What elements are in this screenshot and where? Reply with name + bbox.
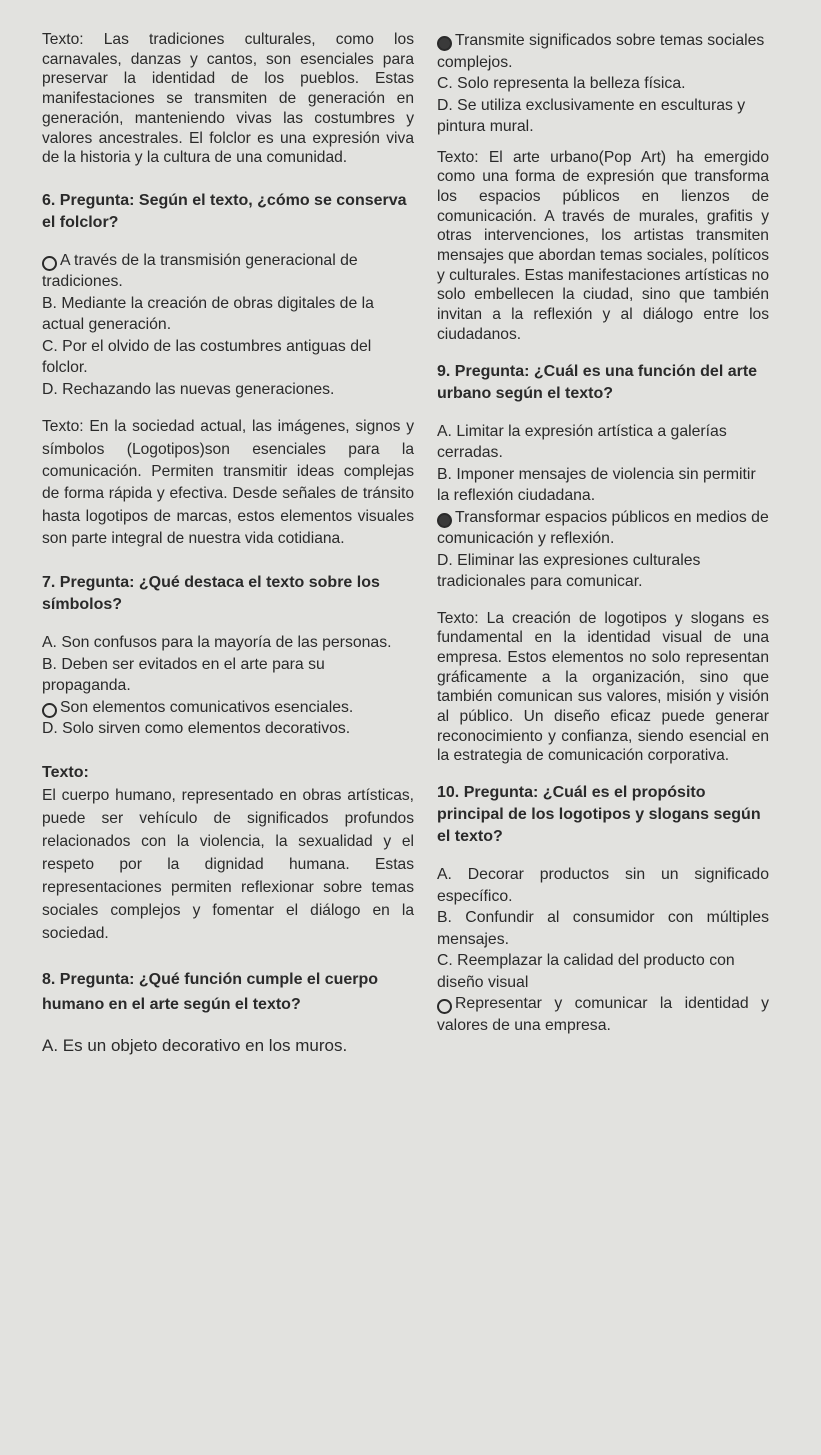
q9-option-b[interactable]: B. Imponer mensajes de violencia sin permitir la reflexión ciudadana.	[437, 465, 756, 505]
q9-option-c[interactable]	[437, 507, 769, 550]
answer-circle-d-icon	[437, 999, 452, 1014]
q6-option-b[interactable]: B. Mediante la creación de obras digitales de la actual generación.	[42, 294, 374, 334]
q10-option-a[interactable]: A. Decorar productos sin un significado específico.	[437, 866, 769, 905]
left-column	[42, 30, 414, 1058]
question-7: 7. Pregunta: ¿Qué destaca el texto sobre los símbolos?	[42, 574, 380, 614]
text-label: Texto:	[42, 763, 89, 781]
q10-option-d-text: Representar y comunicar la identidad y valores de una empresa.	[437, 995, 769, 1034]
q8-option-c[interactable]: C. Solo representa la belleza física.	[437, 75, 686, 92]
q6-option-a[interactable]	[42, 250, 414, 293]
q8-option-b[interactable]	[437, 30, 769, 73]
reading-text-arte-urbano: Texto: El arte urbano(Pop Art) ha emergido como una forma de expresión que transforma los espacios públicos en lienzos de comunicación. A través de murales, grafitis y otras intervenciones, los artistas transmiten mensajes que abordan temas sociales, políticos y culturales. Estas manifestaciones artísticas no solo embellecen la ciudad, sino que también invitan a la reflexión y al diálogo entre los ciudadanos.	[437, 148, 769, 343]
q7-option-c[interactable]	[42, 697, 414, 719]
q6-option-c[interactable]: C. Por el olvido de las costumbres antiguas del folclor.	[42, 337, 372, 377]
q8-option-d[interactable]: D. Se utiliza exclusivamente en esculturas y pintura mural.	[437, 96, 746, 135]
q6-option-d[interactable]: D. Rechazando las nuevas generaciones.	[42, 380, 335, 398]
q9-option-d[interactable]: D. Eliminar las expresiones culturales tradicionales para comunicar.	[437, 551, 701, 591]
reading-text-simbolos: Texto: En la sociedad actual, las imágenes, signos y símbolos (Logotipos)son esenciales para la comunicación. Permiten transmitir ideas complejas de forma rápida y efectiva. Desde señales de tránsito hasta logotipos de marcas, estos elementos visuales son parte integral de nuestra vida cotidiana.	[42, 418, 414, 547]
reading-text-folclor: Texto: Las tradiciones culturales, como los carnavales, danzas y cantos, son esenciales para preservar la identidad de los pueblos. Estas manifestaciones se transmiten de generación en generación, manteniendo vivas las costumbres y valores ancestrales. El folclor es una expresión viva de la historia y la cultura de una comunidad.	[42, 31, 414, 167]
q7-option-d[interactable]: D. Solo sirven como elementos decorativos.	[42, 720, 351, 738]
answer-circle-a-icon	[42, 256, 57, 271]
reading-text-logotipos: Texto: La creación de logotipos y slogans es fundamental en la identidad visual de una empresa. Estos elementos no solo representan gráficamente a la organización, sino que también comunican sus valores, misión y visión al público. Un diseño eficaz puede generar reconocimiento y confianza, siendo esencial en la estrategia de comunicación corporativa.	[437, 609, 769, 765]
reading-text-cuerpo: El cuerpo humano, representado en obras artísticas, puede ser vehículo de significados profundos relacionados con la violencia, la sexualidad y el respeto por la dignidad humana. Estas representaciones permiten reflexionar sobre temas sociales complejos y fomentar el diálogo en la sociedad.	[42, 786, 414, 942]
q7-option-a[interactable]: A. Son confusos para la mayoría de las personas.	[42, 634, 392, 652]
q10-option-b[interactable]: B. Confundir al consumidor con múltiples mensajes.	[437, 909, 769, 948]
question-10: 10. Pregunta: ¿Cuál es el propósito principal de los logotipos y slogans según el texto?	[437, 784, 761, 846]
q7-option-c-text: Son elementos comunicativos esenciales.	[60, 698, 354, 716]
answer-circle-b-icon	[437, 36, 452, 51]
question-9: 9. Pregunta: ¿Cuál es una función del arte urbano según el texto?	[437, 362, 758, 402]
question-8: 8. Pregunta: ¿Qué función cumple el cuerpo humano en el arte según el texto?	[42, 970, 379, 1013]
answer-circle-c-icon	[42, 703, 57, 718]
q9-option-a[interactable]: A. Limitar la expresión artística a galerías cerradas.	[437, 422, 727, 462]
q9-option-c-text: Transformar espacios públicos en medios de comunicación y reflexión.	[437, 508, 769, 548]
q8-option-a[interactable]: A. Es un objeto decorativo en los muros.	[42, 1035, 348, 1055]
q6-option-a-text: A través de la transmisión generacional de tradiciones.	[42, 251, 358, 291]
answer-circle-c-icon	[437, 513, 452, 528]
q10-option-d[interactable]	[437, 993, 769, 1036]
q8-option-b-text: Transmite significados sobre temas sociales complejos.	[437, 32, 765, 71]
right-column	[437, 30, 769, 1036]
q7-option-b[interactable]: B. Deben ser evitados en el arte para su propaganda.	[42, 655, 325, 695]
question-6: 6. Pregunta: Según el texto, ¿cómo se conserva el folclor?	[42, 191, 407, 231]
q10-option-c[interactable]: C. Reemplazar la calidad del producto con diseño visual	[437, 952, 735, 991]
